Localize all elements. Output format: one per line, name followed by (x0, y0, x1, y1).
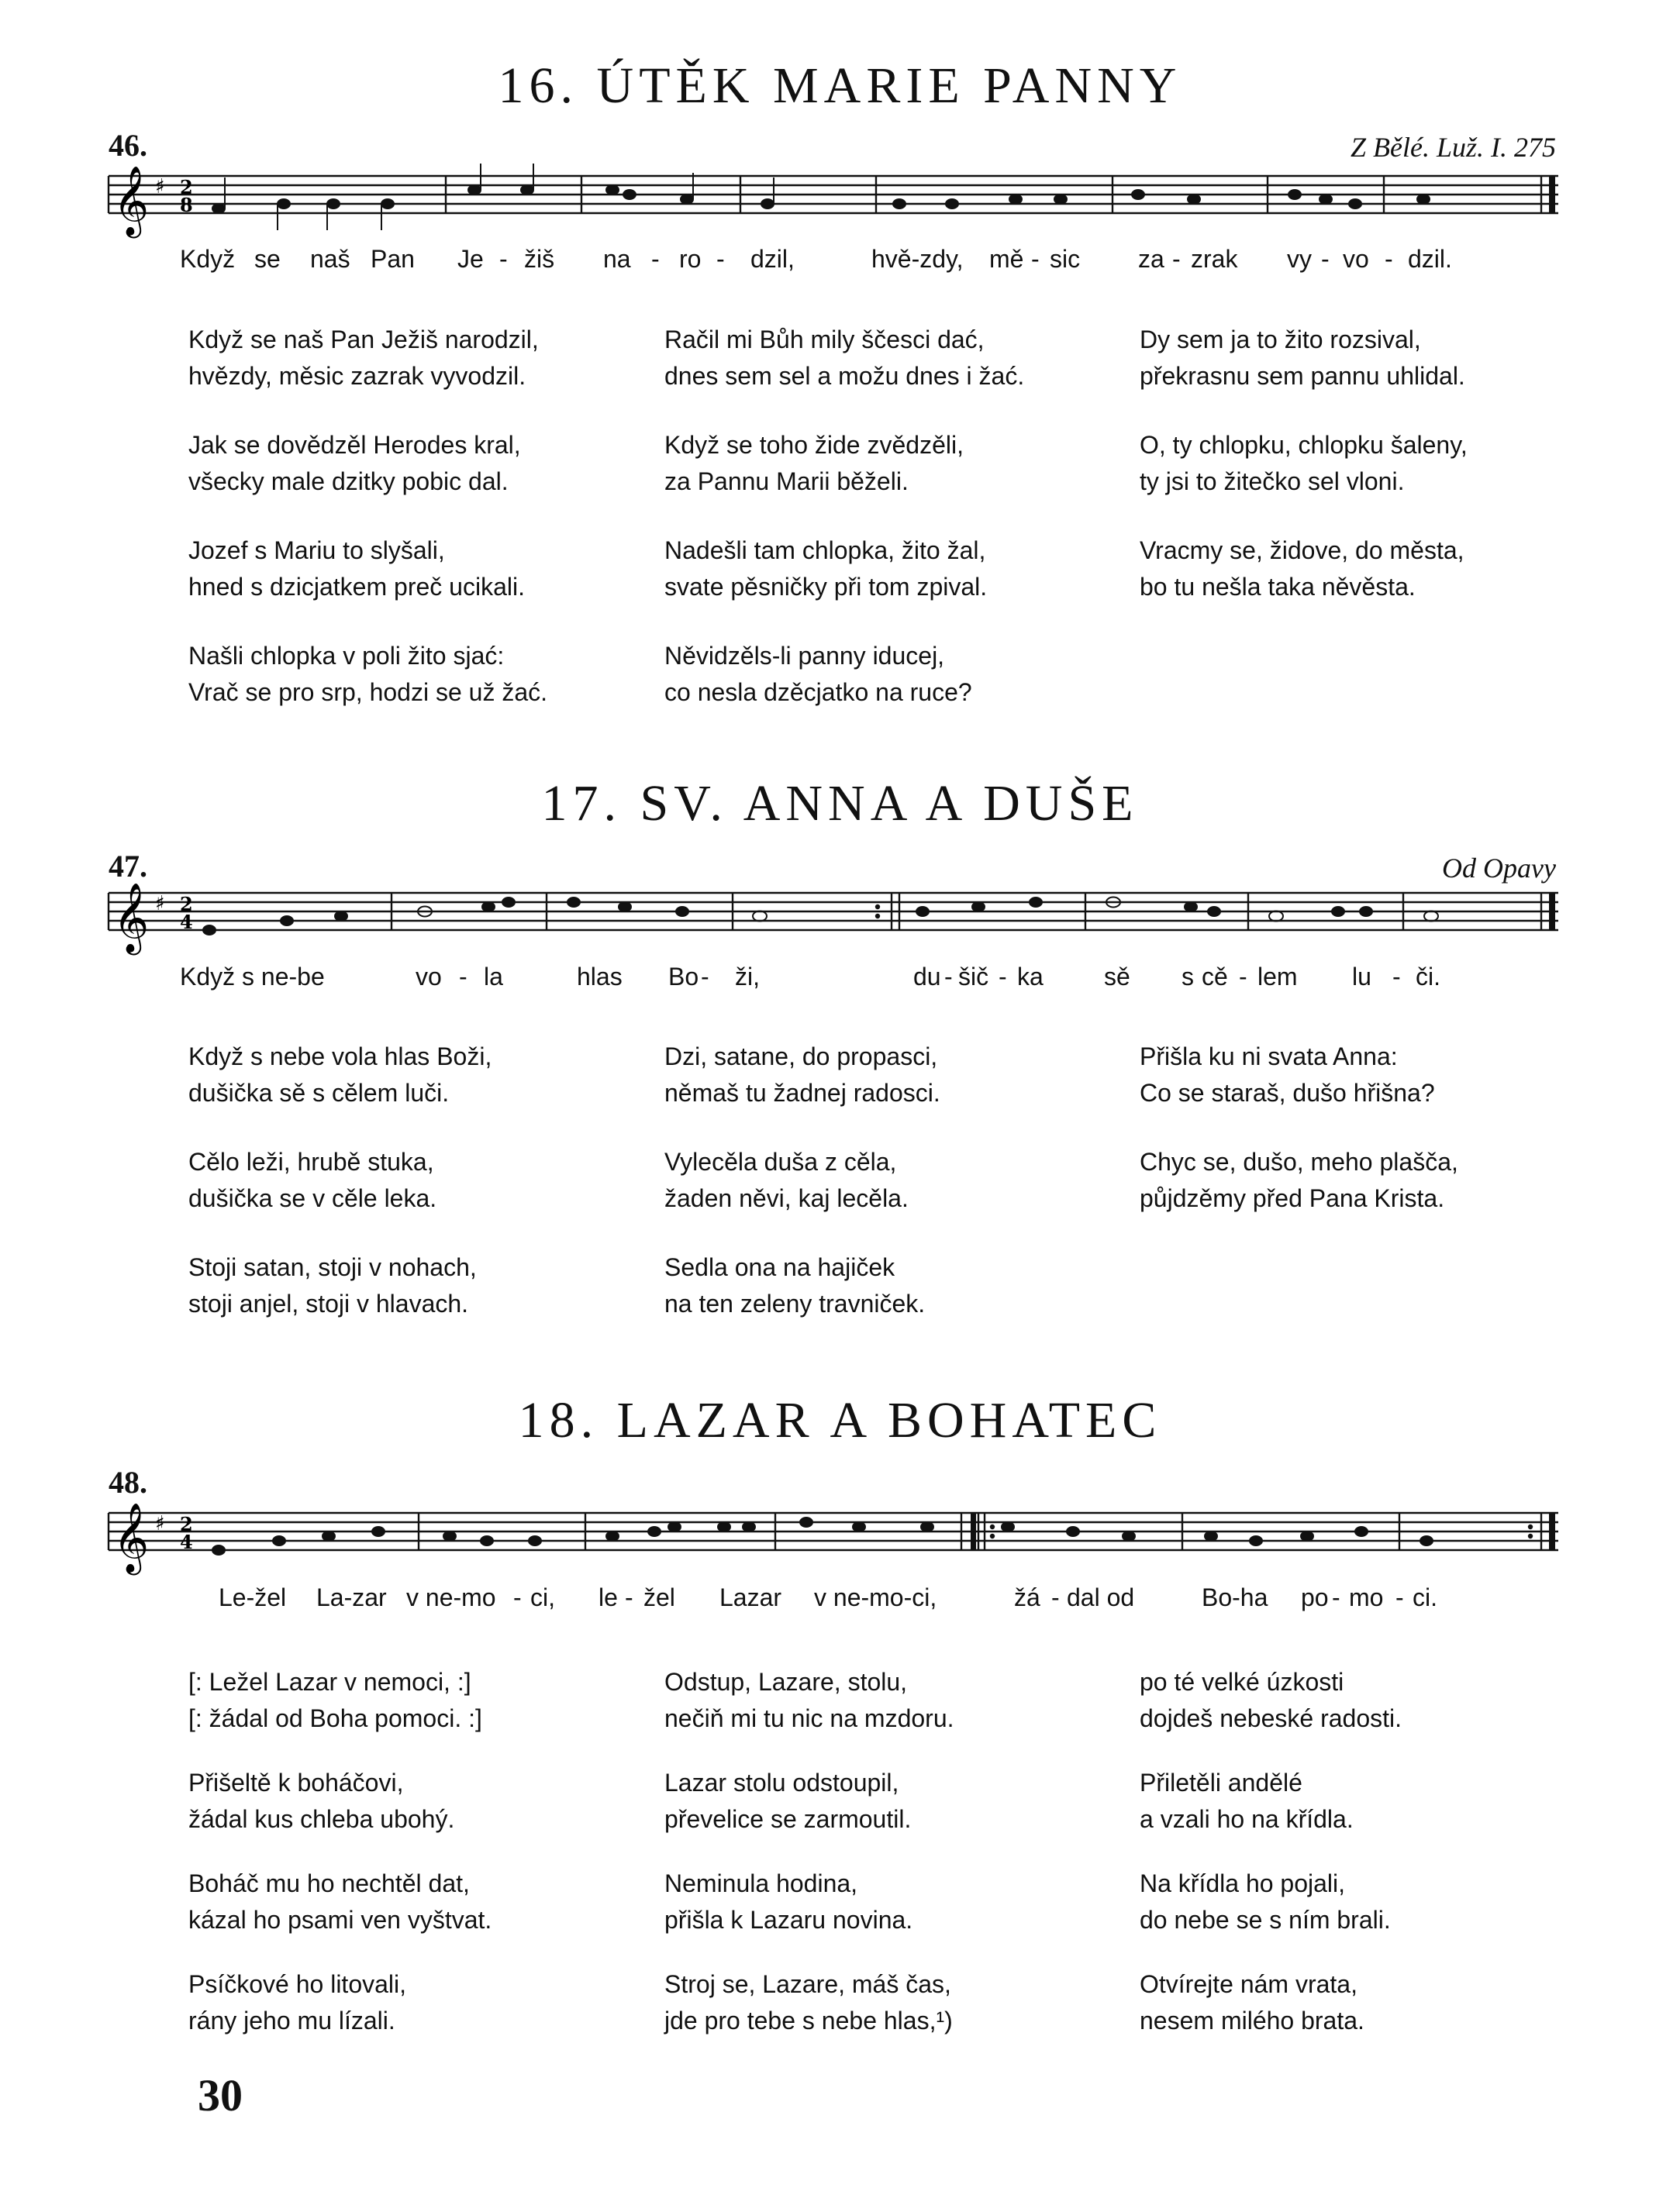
lyric-syllable: - (459, 963, 467, 991)
lyric-syllable: - (651, 245, 660, 273)
verse: O, ty chlopku, chlopku šaleny, ty jsi to žitečko sel vloni. (1140, 431, 1468, 495)
lyric-syllable: naš (310, 245, 350, 273)
lyric-syllable: - (1172, 245, 1181, 273)
verse: Dy sem ja to žito rozsival, překrasnu sem pannu uhlidal. (1140, 326, 1465, 390)
verse: Jozef s Mariu to slyšali, hned s dzicjatkem preč ucikali. (188, 536, 525, 601)
lyric-syllable: vo (416, 963, 442, 991)
verse: Přišeltě k boháčovi, žádal kus chleba ubohý. (188, 1769, 455, 1833)
verse-column (1140, 1039, 1605, 1217)
verse: Přišla ku ni svata Anna: Co se staraš, dušo hřišna? (1140, 1042, 1435, 1107)
lyric-syllable: - (1332, 1583, 1340, 1611)
lyric-syllable: s ne-be (242, 963, 325, 991)
lyrics-line (0, 964, 1680, 995)
lyric-syllable: žá (1014, 1583, 1040, 1611)
lyric-syllable: dzil, (750, 245, 795, 273)
verse: Dzi, satane, do propasci, němaš tu žadnej radosci. (664, 1042, 940, 1107)
verse: Boháč mu ho nechtěl dat, kázal ho psami ven vyštvat. (188, 1869, 492, 1934)
time-signature: 4 (180, 911, 193, 933)
lyrics-line (0, 246, 1680, 277)
time-signature: 2 (180, 893, 193, 915)
lyric-syllable: - (716, 245, 725, 273)
lyric-syllable: Když (180, 245, 236, 273)
lyric-syllable: - (1239, 963, 1247, 991)
verse: Přiletěli andělé a vzali ho na křídla. (1140, 1769, 1354, 1833)
page-number: 30 (198, 2070, 243, 2121)
lyric-syllable: - (1321, 245, 1330, 273)
lyric-syllable: po (1301, 1583, 1329, 1611)
verse: Na křídla ho pojali, do nebe se s ním brali. (1140, 1869, 1391, 1934)
lyric-syllable: se (254, 245, 281, 273)
lyric-syllable: cě (1202, 963, 1228, 991)
song-title: 18. LAZAR A BOHATEC (518, 1392, 1162, 1449)
lyric-syllable: či. (1416, 963, 1440, 991)
lyric-syllable: Bo (668, 963, 699, 991)
lyric-syllable: za (1138, 245, 1164, 273)
lyric-syllable: - (1051, 1583, 1060, 1611)
lyric-syllable: Pan (371, 245, 415, 273)
treble-clef-icon: 𝄞 (113, 883, 150, 953)
lyric-syllable: šič (958, 963, 989, 991)
lyric-syllable: sě (1104, 963, 1130, 991)
time-signature: 8 (180, 194, 193, 216)
lyric-syllable: - (499, 245, 508, 273)
lyric-syllable: ci. (1413, 1583, 1437, 1611)
verse: Našli chlopka v poli žito sjać: Vrač se pro srp, hodzi se už žać. (188, 642, 548, 706)
song-number: 47. (109, 849, 147, 884)
lyric-syllable: dzil. (1408, 245, 1452, 273)
lyric-syllable: dal od (1067, 1583, 1135, 1611)
verse: Když se toho žide zvědzěli, za Pannu Marii běželi. (664, 431, 964, 495)
lyric-syllable: žiš (524, 245, 555, 273)
verse: Vylecěla duša z cěla, žaden něvi, kaj lecěla. (664, 1148, 909, 1212)
lyric-syllable: du (913, 963, 941, 991)
lyric-syllable: mo (1349, 1583, 1384, 1611)
lyric-syllable: sic (1050, 245, 1081, 273)
lyric-syllable: Bo-ha (1202, 1583, 1268, 1611)
verse-column (188, 1664, 654, 2039)
lyric-syllable: vo (1343, 245, 1369, 273)
verse-column (664, 1039, 1130, 1322)
music-staff (0, 876, 1680, 961)
verse: Něvidzěls-li panny iducej, co nesla dzěcjatko na ruce? (664, 642, 972, 706)
lyric-syllable: - (944, 963, 953, 991)
verse-column (664, 322, 1130, 711)
lyric-syllable: ka (1017, 963, 1044, 991)
lyric-syllable: - (999, 963, 1007, 991)
time-signature: 2 (180, 176, 193, 198)
verse-column (664, 1664, 1130, 2039)
music-staff (0, 1496, 1680, 1581)
lyric-syllable: lem (1257, 963, 1298, 991)
verse: Lazar stolu odstoupil, převelice se zarmoutil. (664, 1769, 912, 1833)
lyric-syllable: - (701, 963, 709, 991)
lyric-syllable: - (1031, 245, 1040, 273)
verse: Chyc se, dušo, meho plašča, půjdzěmy před Pana Krista. (1140, 1148, 1458, 1212)
verse: Cělo leži, hrubě stuka, dušička se v cěle leka. (188, 1148, 437, 1212)
lyric-syllable: le (599, 1583, 618, 1611)
lyric-syllable: na (603, 245, 631, 273)
lyrics-line (0, 1585, 1680, 1616)
lyric-syllable: v ne-mo (406, 1583, 496, 1611)
time-signature: 2 (180, 1513, 193, 1535)
verse-column (188, 322, 654, 711)
song-number: 48. (109, 1465, 147, 1500)
lyric-syllable: hvě-zdy, (871, 245, 964, 273)
verse: Nadešli tam chlopka, žito žal, svate pěsničky při tom zpival. (664, 536, 988, 601)
verse-column (188, 1039, 654, 1322)
key-signature-sharp-icon: ♯ (155, 1512, 165, 1535)
lyric-syllable: lu (1352, 963, 1371, 991)
song-title: 16. ÚTĚK MARIE PANNY (498, 57, 1182, 114)
verse: po té velké úzkosti dojdeš nebeské radosti. (1140, 1668, 1402, 1732)
verse: Sedla ona na hajiček na ten zeleny travniček. (664, 1253, 926, 1318)
verse: Když se naš Pan Ježiš narodzil, hvězdy, měsic zazrak vyvodzil. (188, 326, 539, 390)
song-source: Od Opavy (1442, 853, 1556, 884)
song-source: Z Bělé. Luž. I. 275 (1351, 132, 1556, 163)
verse: Otvírejte nám vrata, nesem milého brata. (1140, 1970, 1364, 2035)
lyric-syllable: - (1395, 1583, 1404, 1611)
verse: [: Ležel Lazar v nemoci, :] [: žádal od Boha pomoci. :] (188, 1668, 482, 1732)
verse: Stoji satan, stoji v nohach, stoji anjel, stoji v hlavach. (188, 1253, 477, 1318)
key-signature-sharp-icon: ♯ (155, 892, 165, 915)
treble-clef-icon: 𝄞 (113, 1503, 150, 1573)
lyric-syllable: La-zar (316, 1583, 387, 1611)
verse-column (1140, 322, 1605, 605)
song-title: 17. SV. ANNA A DUŠE (541, 775, 1139, 832)
verse: Když s nebe vola hlas Boži, dušička sě s cělem luči. (188, 1042, 492, 1107)
lyric-syllable: la (484, 963, 503, 991)
lyric-syllable: - (1392, 963, 1401, 991)
lyric-syllable: Lazar (719, 1583, 782, 1611)
lyric-syllable: vy (1287, 245, 1312, 273)
verse: Psíčkové ho litovali, rány jeho mu lízali. (188, 1970, 407, 2035)
lyric-syllable: zrak (1191, 245, 1238, 273)
verse-column (1140, 1664, 1605, 2039)
lyric-syllable: ci, (530, 1583, 555, 1611)
lyric-syllable: - (1385, 245, 1393, 273)
verse: Neminula hodina, přišla k Lazaru novina. (664, 1869, 913, 1934)
lyric-syllable: Je (457, 245, 484, 273)
lyric-syllable: ži, (735, 963, 760, 991)
verse: Jak se dovědzěl Herodes kral, všecky male dzitky pobic dal. (188, 431, 521, 495)
key-signature-sharp-icon: ♯ (155, 175, 165, 198)
verse: Stroj se, Lazare, máš čas, jde pro tebe s nebe hlas,¹) (664, 1970, 953, 2035)
lyric-syllable: Le-žel (219, 1583, 287, 1611)
time-signature: 4 (180, 1531, 193, 1553)
verse: Račil mi Bůh mily ščesci dać, dnes sem sel a možu dnes i žać. (664, 326, 1025, 390)
verse: Vracmy se, židove, do města, bo tu nešla taka něvěsta. (1140, 536, 1464, 601)
lyric-syllable: v ne-mo-ci, (814, 1583, 937, 1611)
lyric-syllable: - (625, 1583, 633, 1611)
song-number: 46. (109, 128, 147, 163)
lyric-syllable: Když (180, 963, 236, 991)
verse: Odstup, Lazare, stolu, nečiň mi tu nic na mzdoru. (664, 1668, 954, 1732)
lyric-syllable: s (1182, 963, 1194, 991)
lyric-syllable: - (513, 1583, 522, 1611)
lyric-syllable: mě (989, 245, 1024, 273)
music-staff (0, 159, 1680, 244)
lyric-syllable: hlas (577, 963, 623, 991)
lyric-syllable: žel (643, 1583, 675, 1611)
lyric-syllable: ro (679, 245, 702, 273)
treble-clef-icon: 𝄞 (113, 166, 150, 236)
